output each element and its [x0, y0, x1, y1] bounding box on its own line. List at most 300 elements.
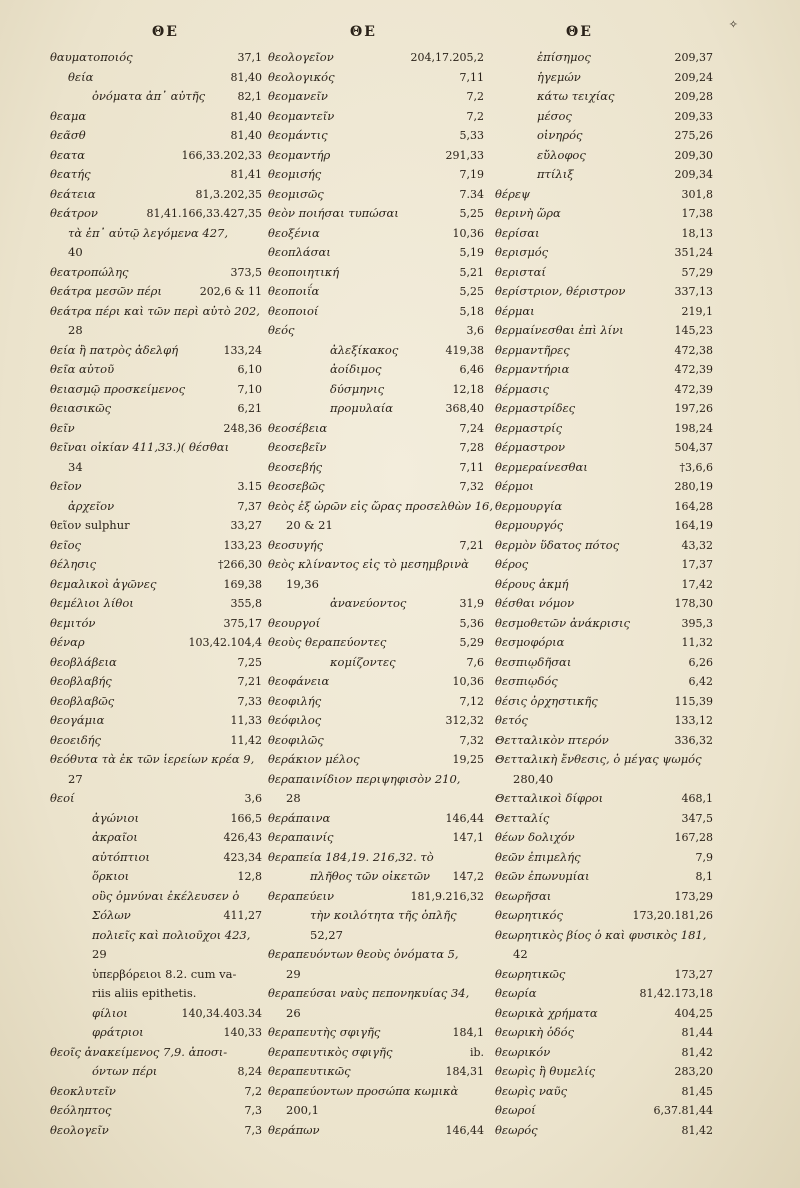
entry-reference: 103,42.104,4	[188, 636, 262, 649]
index-entry	[268, 614, 484, 634]
entry-term: εὔλοφος	[537, 147, 586, 162]
entry-reference: 7,33	[237, 694, 262, 708]
entry-term: θερμαστρίδες	[495, 401, 576, 415]
entry-term: θερισμός	[495, 245, 549, 259]
entry-reference: 173,27	[674, 967, 713, 981]
entry-reference: 283,20	[674, 1065, 713, 1078]
index-entry	[268, 711, 484, 731]
entry-reference: 5,25	[459, 207, 484, 220]
index-entry	[268, 731, 484, 751]
entry-reference: 202,6 & 11	[199, 285, 262, 298]
index-entry	[495, 692, 713, 712]
entry-term: θεμέλιοι λίθοι	[50, 596, 134, 610]
entry-reference: 7,2	[244, 1084, 262, 1098]
entry-reference: 33,27	[230, 519, 262, 532]
entry-term: θεομανεῖν	[268, 89, 328, 103]
entry-term: θεόφιλος	[268, 713, 322, 727]
entry-reference: 426,43	[223, 831, 262, 844]
entry-term: θειασικῶς	[50, 401, 112, 415]
entry-reference: 7.34	[459, 187, 484, 201]
entry-term: θεοφιλῶς	[268, 732, 324, 747]
index-entry	[268, 204, 484, 224]
index-entry	[495, 438, 713, 458]
index-entry	[50, 828, 262, 848]
index-entry	[268, 906, 484, 926]
entry-term: θερμεραίνεσθαι	[495, 459, 588, 474]
index-entry	[268, 672, 484, 692]
entry-term: θεουργοί	[268, 615, 321, 630]
entry-term: Θετταλικὴ ἔνθεσις, ὁ μέγας ψωμός	[495, 752, 702, 766]
entry-term: θεοβλαβῶς	[50, 693, 115, 708]
index-entry	[268, 48, 484, 68]
entry-reference: 7,12	[459, 694, 484, 708]
entry-reference: 6,46	[459, 363, 484, 376]
index-entry	[268, 1043, 484, 1063]
entry-reference: 166,5	[230, 811, 262, 825]
index-entry	[268, 497, 494, 517]
index-entry	[268, 341, 484, 361]
index-entry	[268, 263, 484, 283]
entry-term: κάτω τειχίας	[537, 89, 615, 103]
entry-reference: 81,40	[230, 109, 262, 123]
index-entry	[268, 1121, 484, 1141]
entry-reference: 81,44	[681, 1026, 713, 1039]
entry-term: ὀνόματα ἀπ᾽ αὐτῆς	[92, 89, 206, 103]
entry-reference: 81,40	[230, 129, 262, 142]
entry-reference: 198,24	[674, 421, 713, 435]
index-entry	[268, 68, 484, 88]
entry-reference: 166,33.202,33	[181, 148, 262, 162]
index-entry	[268, 575, 484, 595]
index-entry	[50, 107, 262, 127]
entry-term: 29	[286, 966, 301, 981]
entry-reference: 37,1	[237, 51, 262, 64]
entry-term: φράτριοι	[92, 1025, 144, 1039]
index-entry	[495, 1082, 713, 1102]
entry-term: 34	[68, 459, 83, 474]
index-entry	[495, 48, 713, 68]
entry-reference: 3,6	[466, 324, 484, 337]
index-entry	[268, 165, 484, 185]
entry-term: θεῖν	[50, 420, 75, 435]
index-entry	[495, 68, 713, 88]
entry-reference: 209,30	[674, 148, 713, 162]
entry-reference: 6,21	[237, 402, 262, 415]
index-entry	[495, 594, 713, 614]
index-entry	[268, 555, 484, 575]
entry-term: θεωρητικὸς βίος ὁ καὶ φυσικὸς 181,	[495, 927, 707, 942]
entry-term: θεῖον sulphur	[50, 518, 130, 532]
index-entry	[268, 1062, 484, 1082]
index-entry	[495, 731, 713, 751]
entry-term: 19,36	[286, 576, 319, 591]
entry-term: θεοσέβεια	[268, 420, 328, 435]
index-entry	[50, 302, 262, 322]
index-column-2	[268, 48, 494, 1140]
index-entry	[268, 224, 484, 244]
entry-reference: 12,18	[452, 382, 484, 396]
entry-reference: 181,9.216,32	[410, 889, 484, 903]
entry-reference: 81,41	[230, 168, 262, 181]
entry-reference: 11,33	[230, 714, 262, 727]
index-entry	[495, 419, 713, 439]
entry-term: θεοσεβῶς	[268, 479, 325, 493]
entry-reference: 140,34.403.34	[181, 1006, 262, 1020]
entry-term: riis aliis epithetis.	[92, 986, 197, 1000]
index-entry	[50, 243, 262, 263]
entry-term: θεραπεία 184,19. 216,32. τὸ	[268, 849, 434, 864]
index-entry	[495, 263, 713, 283]
entry-reference: 19,25	[452, 753, 484, 766]
header-left: ΘΕ	[152, 24, 179, 40]
index-entry	[268, 848, 484, 868]
entry-term: θεῖα αὐτοῦ	[50, 362, 115, 376]
index-entry	[495, 828, 713, 848]
index-entry	[495, 282, 713, 302]
index-entry	[50, 692, 262, 712]
entry-term: θεραπευτικῶς	[268, 1064, 351, 1078]
index-entry	[495, 1043, 713, 1063]
index-column-3	[495, 48, 713, 1140]
entry-term: θεωρὶς ἢ θυμελίς	[495, 1064, 596, 1078]
index-entry	[50, 809, 262, 829]
entry-term: θεῖον	[50, 479, 82, 493]
entry-term: οἰνηρός	[537, 128, 583, 142]
index-entry	[495, 1062, 713, 1082]
index-entry	[495, 497, 713, 517]
index-entry	[50, 750, 262, 770]
entry-reference: 209,37	[674, 51, 713, 64]
index-entry	[268, 282, 484, 302]
entry-term: θερμαντῆρες	[495, 342, 570, 357]
entry-term: θεὸς ἐξ ὡρῶν εἰς ὥρας προσελθὼν 16,	[268, 498, 494, 513]
index-entry	[50, 614, 262, 634]
index-entry	[50, 848, 262, 868]
index-entry	[268, 419, 484, 439]
index-entry	[50, 575, 262, 595]
entry-term: θερμουργία	[495, 498, 563, 513]
entry-term: θεσμοφόρια	[495, 635, 565, 649]
index-entry	[50, 789, 262, 809]
entry-term: θεωροί	[495, 1103, 536, 1117]
entry-reference: 133,12	[674, 714, 713, 727]
entry-term: θεσπιῳδῆσαι	[495, 654, 572, 669]
entry-term: θεοποιοί	[268, 303, 319, 318]
index-entry	[268, 653, 484, 673]
entry-reference: 219,1	[681, 304, 713, 318]
index-entry	[495, 165, 713, 185]
entry-term: τὰ ἐπ᾽ αὐτῷ λεγόμενα 427,	[68, 225, 228, 240]
entry-term: θεοί	[50, 791, 75, 805]
entry-reference: 7,19	[459, 168, 484, 181]
index-entry	[50, 633, 262, 653]
index-entry	[50, 263, 262, 283]
index-entry	[268, 1101, 484, 1121]
entry-term: θεάτρον	[50, 206, 98, 220]
entry-term: θεωρητικός	[495, 908, 563, 922]
index-entry	[495, 321, 713, 341]
entry-reference: 209,33	[674, 109, 713, 123]
entry-reference: 6,26	[688, 655, 713, 669]
index-entry	[495, 926, 713, 946]
entry-reference: 301,8	[681, 187, 713, 201]
entry-reference: 173,29	[674, 889, 713, 903]
entry-reference: 82,1	[237, 90, 262, 103]
entry-term: ἡγεμών	[537, 69, 581, 84]
entry-term: θερμὸν ὕδατος πότος	[495, 537, 620, 552]
entry-term: θεολογεῖον	[268, 50, 334, 64]
index-entry	[50, 68, 262, 88]
index-entry	[495, 380, 713, 400]
index-entry	[50, 536, 262, 556]
entry-reference: 5,33	[459, 129, 484, 142]
entry-reference: 7,25	[237, 655, 262, 669]
entry-reference: 7,21	[459, 538, 484, 552]
entry-term: θεολογικός	[268, 69, 335, 84]
index-entry	[268, 516, 484, 536]
entry-term: ἀρχεῖον	[68, 498, 115, 513]
index-entry	[50, 555, 262, 575]
entry-term: θεολογεῖν	[50, 1122, 109, 1137]
entry-term: θεμαλικοὶ ἀγῶνες	[50, 576, 157, 591]
entry-reference: 164,19	[674, 519, 713, 532]
entry-reference: 57,29	[681, 265, 713, 279]
entry-term: ἀνανεύοντος	[330, 596, 407, 610]
index-entry	[50, 1082, 262, 1102]
entry-reference: 368,40	[445, 402, 484, 415]
index-entry	[50, 653, 262, 673]
entry-reference: 337,13	[674, 285, 713, 298]
index-entry	[50, 497, 262, 517]
index-entry	[268, 321, 484, 341]
entry-reference: 7,9	[695, 850, 713, 864]
index-entry	[268, 633, 484, 653]
index-entry	[50, 1121, 262, 1141]
index-entry	[268, 789, 484, 809]
entry-term: 29	[92, 947, 107, 961]
entry-term: θεράπων	[268, 1122, 320, 1137]
index-entry	[495, 965, 713, 985]
entry-reference: 375,17	[223, 616, 262, 630]
index-entry	[495, 809, 713, 829]
entry-reference: 81,42	[681, 1045, 713, 1059]
index-entry	[268, 380, 484, 400]
entry-reference: 7,3	[244, 1104, 262, 1117]
index-entry	[50, 360, 262, 380]
index-entry	[50, 165, 262, 185]
index-entry	[495, 653, 713, 673]
entry-term: θεογάμια	[50, 713, 105, 727]
index-entry	[268, 399, 484, 419]
entry-term: 27	[68, 771, 83, 786]
entry-reference: ib.	[469, 1045, 484, 1059]
index-entry	[50, 1101, 262, 1121]
entry-term: τὴν κοιλότητα τῆς ὁπλῆς	[310, 908, 457, 922]
entry-term: θεατής	[50, 167, 91, 181]
entry-reference: 6,37.81,44	[653, 1104, 713, 1117]
index-entry	[268, 926, 484, 946]
index-entry	[50, 731, 262, 751]
entry-term: θερινὴ ὥρα	[495, 206, 561, 220]
entry-term: θεὸς κλίναντος εἰς τὸ μεσημβρινὰ	[268, 557, 469, 571]
entry-reference: 204,17.205,2	[410, 51, 484, 64]
index-entry	[495, 984, 713, 1004]
index-entry	[50, 672, 262, 692]
index-entry	[495, 770, 713, 790]
entry-term: αὐτόπτιοι	[92, 849, 150, 864]
index-entry	[268, 243, 484, 263]
entry-term: ὑπερβόρειοι 8.2. cum va-	[92, 966, 237, 981]
entry-term: θεωρία	[495, 986, 537, 1000]
entry-term: θεωρὶς ναῦς	[495, 1083, 568, 1098]
entry-reference: 10,36	[452, 675, 484, 688]
index-entry	[495, 614, 713, 634]
index-entry	[495, 789, 713, 809]
entry-term: θεραπεύσαι ναὺς πεπονηκυίας 34,	[268, 986, 470, 1000]
entry-term: θέρμοι	[495, 479, 534, 493]
entry-term: θέρμαι	[495, 303, 535, 318]
entry-term: θεοπλάσαι	[268, 245, 331, 259]
index-entry	[495, 711, 713, 731]
index-entry	[495, 575, 713, 595]
entry-term: θεομαντήρ	[268, 147, 331, 162]
index-entry	[495, 887, 713, 907]
entry-reference: 11,42	[230, 733, 262, 747]
index-entry	[495, 126, 713, 146]
index-entry	[50, 867, 262, 887]
entry-term: θεομαντεῖν	[268, 108, 335, 123]
index-entry	[495, 536, 713, 556]
index-entry	[268, 458, 484, 478]
entry-term: 280,40	[513, 771, 554, 786]
entry-reference: 419,38	[445, 343, 484, 357]
index-entry	[268, 692, 484, 712]
entry-term: πλῆθος τῶν οἰκετῶν	[310, 869, 430, 883]
entry-term: φίλιοι	[92, 1005, 128, 1020]
entry-term: θεραπεύειν	[268, 888, 335, 903]
index-entry	[268, 536, 484, 556]
entry-term: θέων δολιχόν	[495, 830, 575, 844]
entry-term: θεοσεβεῖν	[268, 440, 327, 454]
entry-reference: 3,6	[244, 792, 262, 805]
entry-term: θεωρικόν	[495, 1044, 551, 1059]
entry-term: θεοφάνεια	[268, 674, 330, 688]
entry-reference: 178,30	[674, 597, 713, 610]
entry-term: θεοκλυτεῖν	[50, 1083, 116, 1098]
entry-term: θεοφιλής	[268, 693, 322, 708]
index-entry	[268, 126, 484, 146]
index-entry	[268, 594, 484, 614]
index-entry	[50, 945, 262, 965]
entry-term: θεοποιΐα	[268, 284, 320, 298]
index-column-1	[50, 48, 262, 1140]
entry-reference: 173,20.181,26	[632, 909, 713, 922]
entry-term: ἀοίδιμος	[330, 362, 382, 376]
entry-term: ἀγώνιοι	[92, 810, 139, 825]
entry-reference: 504,37	[674, 441, 713, 454]
entry-reference: 17,38	[681, 207, 713, 220]
entry-term: θεωρητικῶς	[495, 966, 566, 981]
index-entry	[495, 87, 713, 107]
entry-reference: 81,42	[681, 1123, 713, 1137]
entry-term: θέρμαστρον	[495, 440, 565, 454]
entry-term: θέσθαι νόμον	[495, 596, 575, 610]
entry-reference: 6,42	[688, 675, 713, 688]
index-entry	[268, 887, 484, 907]
entry-reference: 17,42	[681, 577, 713, 591]
entry-reference: 468,1	[681, 792, 713, 805]
entry-term: προμυλαία	[330, 401, 394, 415]
entry-term: 52,27	[310, 927, 343, 942]
entry-term: 28	[68, 323, 83, 337]
entry-reference: 5,36	[459, 616, 484, 630]
entry-reference: 472,38	[674, 343, 713, 357]
entry-term: θεοβλαβής	[50, 674, 112, 688]
index-entry	[50, 282, 262, 302]
entry-term: ἀλεξίκακος	[330, 342, 399, 357]
entry-reference: †266,30	[218, 558, 262, 571]
entry-reference: 291,33	[445, 148, 484, 162]
entry-term: θέρος	[495, 557, 529, 571]
entry-term: θερμουργός	[495, 518, 564, 532]
entry-term: θέρμασις	[495, 381, 549, 396]
index-entry	[50, 204, 262, 224]
index-entry	[495, 848, 713, 868]
entry-term: θερμαστρίς	[495, 420, 563, 435]
entry-reference: 146,44	[445, 811, 484, 825]
entry-reference: 5,21	[459, 265, 484, 279]
entry-term: θεωρικὴ ὁδός	[495, 1025, 575, 1039]
entry-reference: 355,8	[230, 597, 262, 610]
corner-mark: ✧	[728, 18, 738, 31]
entry-reference: 115,39	[674, 694, 713, 708]
index-entry	[268, 750, 484, 770]
index-entry	[268, 1004, 484, 1024]
entry-reference: 140,33	[223, 1026, 262, 1039]
entry-term: θεία	[68, 69, 94, 84]
entry-reference: 5,25	[459, 285, 484, 298]
entry-term: θεάτρα μεσῶν πέρι	[50, 284, 162, 298]
index-entry	[50, 1043, 262, 1063]
index-entry	[50, 224, 262, 244]
index-entry	[268, 477, 484, 497]
index-entry	[495, 672, 713, 692]
index-entry	[50, 516, 262, 536]
page-header	[0, 24, 800, 46]
index-entry	[50, 146, 262, 166]
entry-reference: 164,28	[674, 499, 713, 513]
entry-term: θετός	[495, 713, 528, 727]
entry-reference: 411,27	[223, 909, 262, 922]
entry-reference: 7,37	[237, 499, 262, 513]
entry-reference: 7,32	[459, 733, 484, 747]
entry-term: θεράκιον μέλος	[268, 752, 360, 766]
index-entry	[50, 1062, 262, 1082]
entry-reference: 81,40	[230, 70, 262, 84]
index-entry	[50, 126, 262, 146]
entry-reference: 7,32	[459, 480, 484, 493]
entry-term: θεῖναι οἰκίαν 411,33.)( θέσθαι	[50, 440, 230, 454]
entry-reference: 373,5	[230, 265, 262, 279]
entry-term: θεῖος	[50, 537, 81, 552]
entry-reference: 5,18	[459, 304, 484, 318]
entry-term: θεατα	[50, 147, 85, 162]
entry-term: Θετταλίς	[495, 810, 550, 825]
index-entry	[50, 887, 262, 907]
entry-reference: 347,5	[681, 811, 713, 825]
entry-reference: 7,10	[237, 382, 262, 396]
entry-reference: 197,26	[674, 402, 713, 415]
